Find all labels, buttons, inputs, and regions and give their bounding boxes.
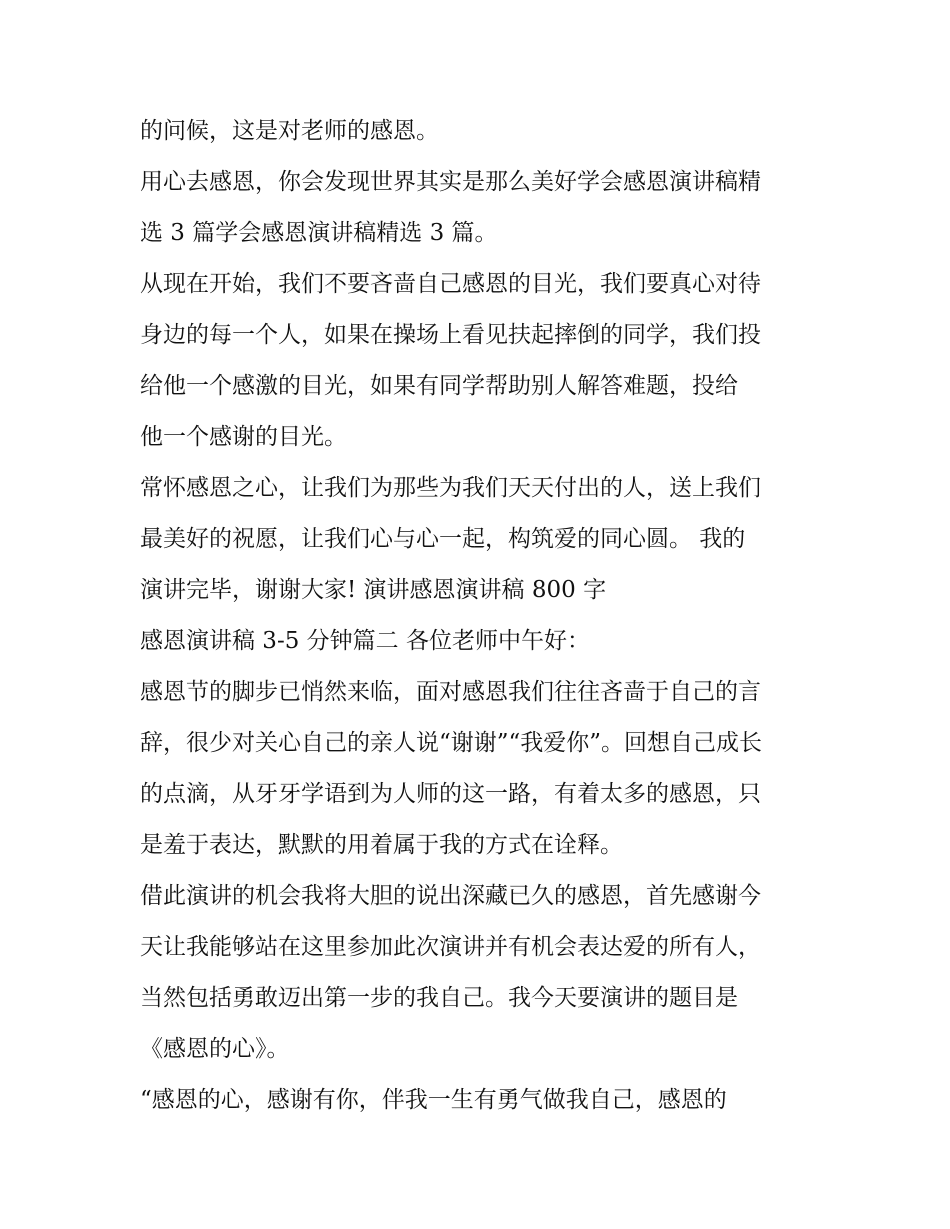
text-line: 身边的每一个人，如果在操场上看见扶起摔倒的同学，我们投 — [140, 322, 761, 348]
paragraph — [140, 259, 820, 463]
text-line: 给他一个感激的目光，如果有同学帮助别人解答难题，投给 — [140, 373, 738, 399]
paragraph — [140, 667, 820, 871]
text-line: 他一个感谢的目光。 — [140, 424, 347, 450]
text-line: 当然包括勇敢迈出第一步的我自己。我今天要演讲的题目是 — [140, 985, 738, 1011]
paragraph — [140, 106, 820, 157]
text-line: 的点滴，从牙牙学语到为人师的这一路，有着太多的感恩，只 — [140, 781, 761, 807]
text-line: 的问候，这是对老师的感恩。 — [140, 118, 439, 144]
paragraph — [140, 157, 820, 259]
text-line: 感恩节的脚步已悄然来临，面对感恩我们往往吝啬于自己的言 — [140, 679, 761, 705]
text-line: 感恩演讲稿 3-5 分钟篇二 各位老师中午好： — [140, 628, 590, 654]
text-line: 天让我能够站在这里参加此次演讲并有机会表达爱的所有人， — [140, 934, 761, 960]
paragraph — [140, 871, 820, 1075]
text-line: “感恩的心，感谢有你，伴我一生有勇气做我自己，感恩的 — [140, 1087, 727, 1113]
text-line: 借此演讲的机会我将大胆的说出深藏已久的感恩，首先感谢今 — [140, 883, 761, 909]
text-line: 用心去感恩，你会发现世界其实是那么美好学会感恩演讲稿精 — [140, 169, 761, 195]
document-body — [140, 106, 820, 1126]
text-line: 常怀感恩之心，让我们为那些为我们天天付出的人，送上我们 — [140, 475, 761, 501]
paragraph — [140, 616, 820, 667]
text-line: 从现在开始，我们不要吝啬自己感恩的目光，我们要真心对待 — [140, 271, 761, 297]
paragraph — [140, 463, 820, 616]
text-line: 最美好的祝愿，让我们心与心一起，构筑爱的同心圆。 我的 — [140, 526, 746, 552]
text-line: 是羞于表达，默默的用着属于我的方式在诠释。 — [140, 832, 623, 858]
paragraph — [140, 1075, 820, 1126]
text-line: 《感恩的心》。 — [140, 1036, 290, 1062]
text-line: 选 3 篇学会感恩演讲稿精选 3 篇。 — [140, 220, 498, 246]
text-line: 辞，很少对关心自己的亲人说“谢谢”“我爱你”。回想自己成长 — [140, 730, 763, 756]
text-line: 演讲完毕，谢谢大家! 演讲感恩演讲稿 800 字 — [140, 577, 607, 603]
